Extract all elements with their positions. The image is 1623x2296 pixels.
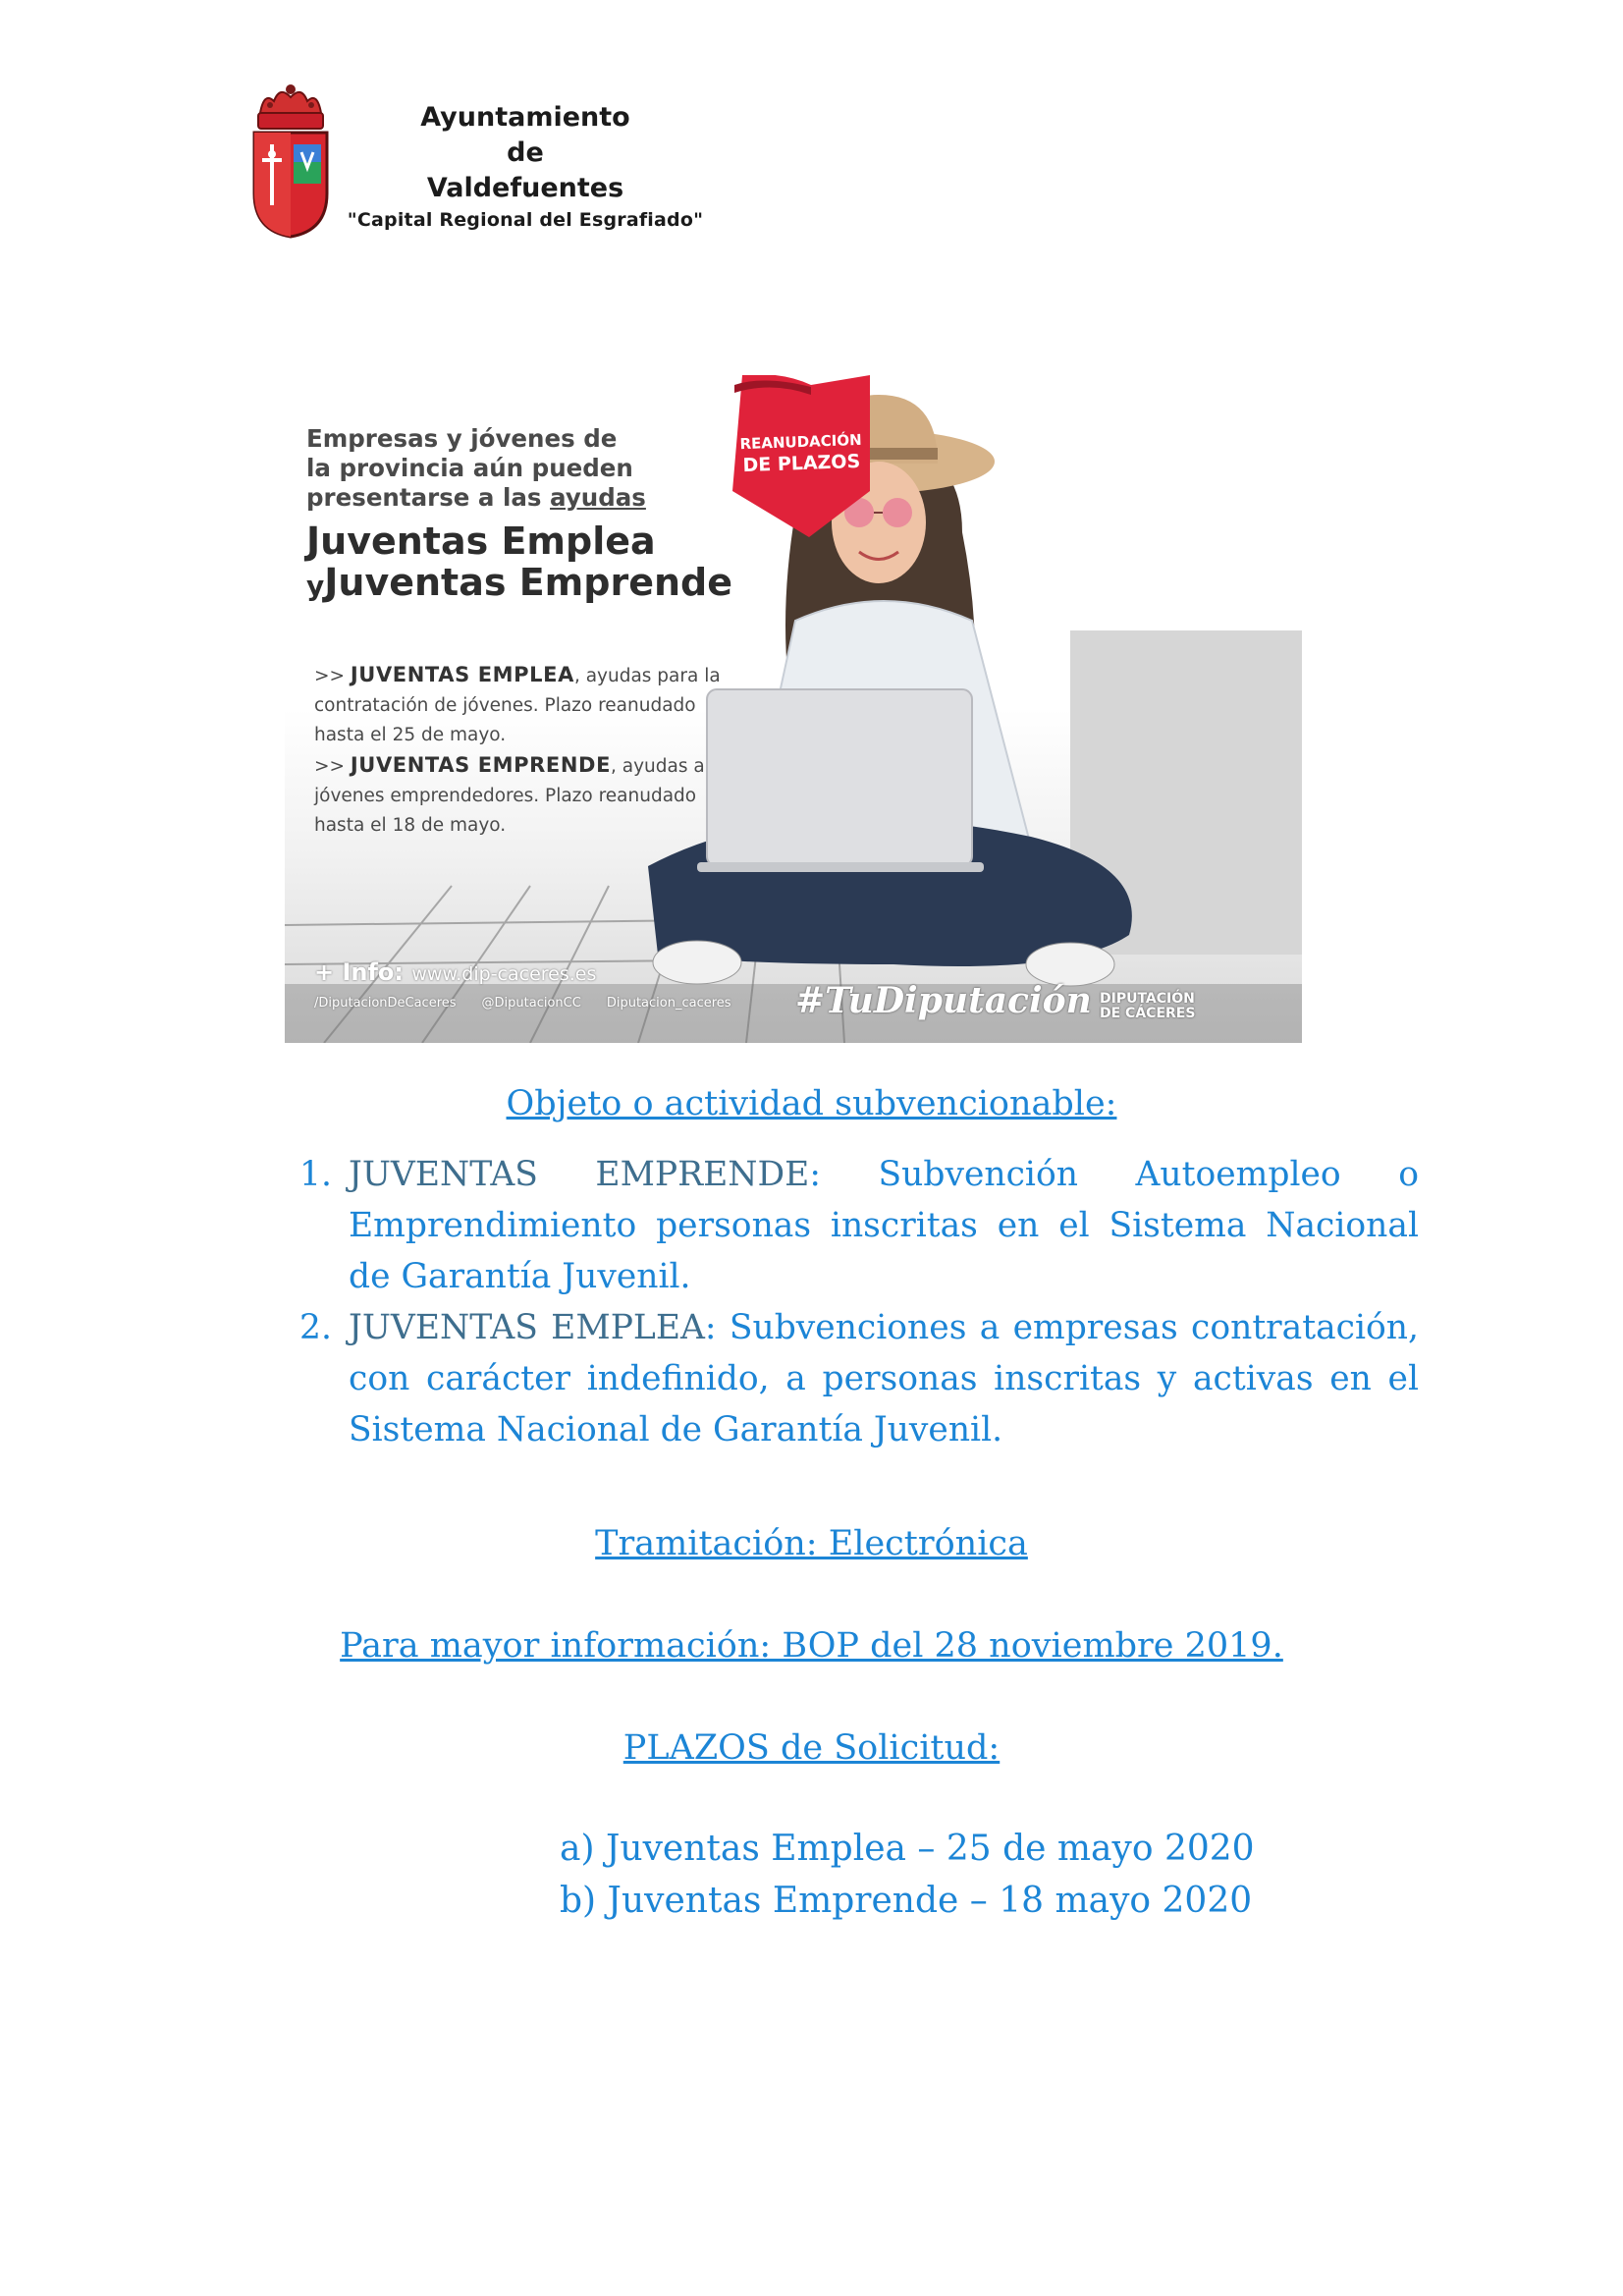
header-org-line1: Ayuntamiento bbox=[420, 102, 630, 133]
item2-number: 2. bbox=[299, 1308, 332, 1347]
promo-poster bbox=[285, 375, 1302, 1043]
item2-rest: : Subvenciones a empresas contratación, bbox=[704, 1308, 1419, 1347]
item1-line2: Emprendimiento personas inscritas en el Sistema Nacional bbox=[349, 1206, 1419, 1245]
item1-number: 1. bbox=[299, 1155, 332, 1194]
bullet2-key: JUVENTAS EMPRENDE bbox=[350, 753, 612, 777]
objeto-heading: Objeto o actividad subvencionable: bbox=[506, 1084, 1117, 1123]
poster-socials bbox=[314, 996, 731, 1011]
headline-line3-a: presentarse a las bbox=[306, 483, 551, 512]
municipal-crest-logo bbox=[250, 83, 331, 241]
info-label: + Info: bbox=[314, 958, 405, 986]
tramitacion-heading: Tramitación: Electrónica bbox=[595, 1524, 1028, 1563]
bullet1-line2: contratación de jóvenes. Plazo reanudado bbox=[314, 695, 696, 716]
bullet2-prefix: >> bbox=[314, 756, 351, 777]
bullet2-line1 bbox=[314, 750, 766, 782]
item1-line1 bbox=[349, 1149, 1419, 1200]
item2-line1 bbox=[349, 1302, 1419, 1353]
bullet1-rest: , ayudas para la bbox=[573, 666, 721, 686]
poster-headline bbox=[306, 424, 778, 513]
item1-rest: : Subvención Autoempleo o bbox=[809, 1155, 1420, 1194]
dip-line1: DIPUTACIÓN bbox=[1100, 991, 1195, 1007]
poster-hashtag: #TuDiputación bbox=[795, 980, 1092, 1021]
diputacion-logo-text bbox=[1100, 992, 1217, 1021]
plazo-b: b) Juventas Emprende – 18 mayo 2020 bbox=[560, 1881, 1253, 1921]
poster-bullets bbox=[314, 660, 766, 841]
headline-line3-b: ayudas bbox=[550, 483, 646, 512]
bullet2-line2: jóvenes emprendedores. Plazo reanudado bbox=[314, 786, 697, 806]
title-line2 bbox=[306, 562, 817, 607]
ribbon-line1: REANUDACIÓN bbox=[739, 430, 862, 454]
title-line1: Juventas Emplea bbox=[306, 519, 656, 563]
plazos-heading: PLAZOS de Solicitud: bbox=[622, 1728, 1001, 1768]
plazos-list bbox=[560, 1823, 1345, 1927]
headline-line3 bbox=[306, 483, 778, 513]
info-url: www.dip-caceres.es bbox=[411, 963, 597, 985]
poster-title bbox=[306, 520, 817, 607]
item1-key: JUVENTAS EMPRENDE bbox=[349, 1155, 810, 1194]
bullet1-line1 bbox=[314, 660, 766, 691]
header-org-line3: Valdefuentes bbox=[426, 173, 624, 203]
list-item-1 bbox=[290, 1149, 1419, 1302]
headline-line1: Empresas y jóvenes de bbox=[306, 424, 618, 453]
item2-line2: con carácter indefinido, a personas inscritas y activas en el bbox=[349, 1359, 1419, 1398]
title-line2-text: Juventas Emprende bbox=[324, 561, 733, 604]
header-block bbox=[334, 100, 717, 234]
mas-info-heading: Para mayor información: BOP del 28 noviembre 2019. bbox=[340, 1626, 1283, 1666]
bullet2-rest: , ayudas a bbox=[611, 756, 705, 777]
item2-key: JUVENTAS EMPLEA bbox=[349, 1308, 705, 1347]
bullet1-prefix: >> bbox=[314, 666, 351, 686]
plazo-a: a) Juventas Emplea – 25 de mayo 2020 bbox=[560, 1829, 1255, 1869]
social-instagram: Diputacion_caceres bbox=[606, 996, 731, 1011]
bullet2-line3: hasta el 18 de mayo. bbox=[314, 815, 507, 836]
item2-line3: Sistema Nacional de Garantía Juvenil. bbox=[349, 1410, 1003, 1449]
title-y: y bbox=[306, 570, 325, 602]
subsidy-list bbox=[290, 1149, 1419, 1455]
item1-line3: de Garantía Juvenil. bbox=[349, 1257, 691, 1296]
social-twitter: @DiputacionCC bbox=[481, 996, 581, 1011]
headline-line2: la provincia aún pueden bbox=[306, 454, 633, 482]
social-facebook: /DiputacionDeCaceres bbox=[314, 996, 457, 1011]
ribbon-line2: DE PLAZOS bbox=[742, 450, 861, 477]
bullet1-line3: hasta el 25 de mayo. bbox=[314, 725, 507, 745]
header-org-line2: de bbox=[507, 137, 544, 168]
list-item-2 bbox=[290, 1302, 1419, 1455]
dip-line2: DE CÁCERES bbox=[1100, 1006, 1196, 1021]
bullet1-key: JUVENTAS EMPLEA bbox=[350, 663, 574, 686]
header-motto: "Capital Regional del Esgrafiado" bbox=[347, 209, 704, 231]
poster-info bbox=[314, 958, 596, 986]
